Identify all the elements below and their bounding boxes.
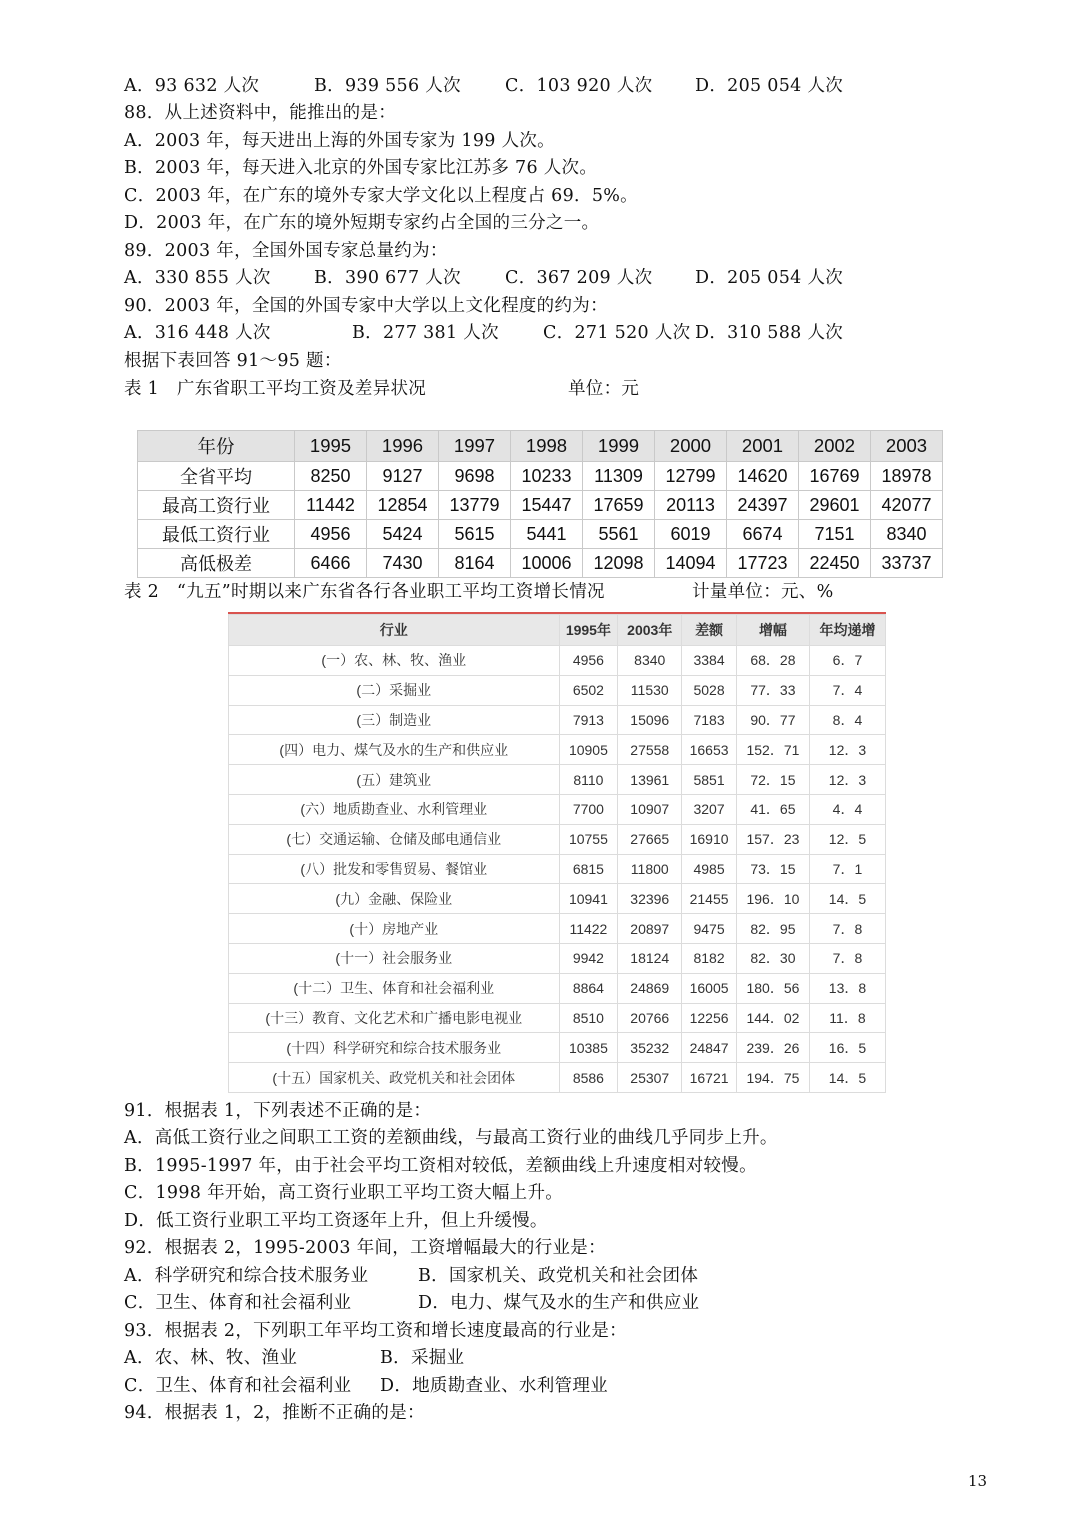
- table2-cell: 7700: [559, 794, 618, 824]
- table2-industry: (一）农、林、牧、渔业: [229, 646, 560, 676]
- table2-cell: 7．1: [809, 854, 885, 884]
- table2-cell: 6．7: [809, 646, 885, 676]
- table1: [137, 430, 943, 578]
- table2-row: [229, 854, 886, 884]
- table2-cell: 15096: [618, 705, 682, 735]
- q87-option-c: C．103 920 人次: [505, 76, 653, 96]
- table2-cell: 7913: [559, 705, 618, 735]
- table1-cell: 10233: [511, 462, 583, 491]
- table1-cell: 33737: [871, 549, 943, 578]
- table2-unit: 计量单位：元、%: [692, 582, 834, 602]
- table2-industry: (七）交通运输、仓储及邮电通信业: [229, 824, 560, 854]
- table2-cell: 10755: [559, 824, 618, 854]
- table1-cell: 11442: [295, 491, 367, 520]
- table1-cell: 5441: [511, 520, 583, 549]
- table1-cell: 16769: [799, 462, 871, 491]
- table1-year: 2000: [655, 431, 727, 462]
- table2-row: [229, 735, 886, 765]
- table2-cell: 82．30: [736, 943, 809, 973]
- table1-header-row: [138, 431, 943, 462]
- q90-option-c: C．271 520 人次: [543, 323, 691, 343]
- table2-cell: 8．4: [809, 705, 885, 735]
- q88-option-a: A．2003 年，每天进出上海的外国专家为 199 人次。: [124, 131, 555, 151]
- table2-cell: 11530: [618, 675, 682, 705]
- table1-cell: 8340: [871, 520, 943, 549]
- q92-option-b: B．国家机关、政党机关和社会团体: [418, 1266, 699, 1286]
- table1-row: [138, 520, 943, 549]
- table1-cell: 14094: [655, 549, 727, 578]
- table2-cell: 7．4: [809, 675, 885, 705]
- table2-row: [229, 705, 886, 735]
- table2-cell: 21455: [682, 884, 737, 914]
- table1-row: [138, 462, 943, 491]
- q90-option-b: B．277 381 人次: [352, 323, 499, 343]
- table2-cell: 24847: [682, 1033, 737, 1063]
- q90-stem: 90．2003 年，全国的外国专家中大学以上文化程度的约为：: [124, 296, 608, 316]
- table2-cell: 16653: [682, 735, 737, 765]
- q93-stem: 93．根据表 2，下列职工年平均工资和增长速度最高的行业是：: [124, 1321, 627, 1341]
- table2-industry: (九）金融、保险业: [229, 884, 560, 914]
- table2-row: [229, 884, 886, 914]
- table2: [228, 614, 886, 1093]
- table2-cell: 32396: [618, 884, 682, 914]
- q88-option-b: B．2003 年，每天进入北京的外国专家比江苏多 76 人次。: [124, 158, 598, 178]
- table2-cell: 14．5: [809, 884, 885, 914]
- table2-row: [229, 1033, 886, 1063]
- table2-cell: 12256: [682, 1003, 737, 1033]
- table2-cell: 35232: [618, 1033, 682, 1063]
- table2-cell: 25307: [618, 1063, 682, 1093]
- table2-cell: 27558: [618, 735, 682, 765]
- table2-cell: 180．56: [736, 973, 809, 1003]
- table1-row-label: 最高工资行业: [138, 491, 295, 520]
- table1-cell: 5424: [367, 520, 439, 549]
- table1-cell: 8164: [439, 549, 511, 578]
- table1-year: 2003: [871, 431, 943, 462]
- table2-cell: 20897: [618, 914, 682, 944]
- table2-cell: 8864: [559, 973, 618, 1003]
- table2-cell: 5028: [682, 675, 737, 705]
- table2-industry: (六）地质勘查业、水利管理业: [229, 794, 560, 824]
- table1-cell: 5561: [583, 520, 655, 549]
- q93-option-c: C．卫生、体育和社会福利业: [124, 1376, 352, 1396]
- table1-cell: 42077: [871, 491, 943, 520]
- table2-industry: (十五）国家机关、政党机关和社会团体: [229, 1063, 560, 1093]
- table1-cell: 17659: [583, 491, 655, 520]
- table1-row-label: 高低极差: [138, 549, 295, 578]
- table2-cell: 16721: [682, 1063, 737, 1093]
- q88-option-d: D．2003 年，在广东的境外短期专家约占全国的三分之一。: [124, 213, 600, 233]
- q88-stem: 88．从上述资料中，能推出的是：: [124, 103, 397, 123]
- table1-cell: 6019: [655, 520, 727, 549]
- table1-cell: 11309: [583, 462, 655, 491]
- table2-cell: 144．02: [736, 1003, 809, 1033]
- table2-header: 增幅: [736, 615, 809, 646]
- table2-header: 2003年: [618, 615, 682, 646]
- q90-option-a: A．316 448 人次: [124, 323, 271, 343]
- table1-cell: 12098: [583, 549, 655, 578]
- table1-year: 1999: [583, 431, 655, 462]
- q93-option-b: B．采掘业: [380, 1348, 465, 1368]
- q92-stem: 92．根据表 2，1995-2003 年间，工资增幅最大的行业是：: [124, 1238, 606, 1258]
- table2-row: [229, 973, 886, 1003]
- table1-cell: 14620: [727, 462, 799, 491]
- table2-cell: 8510: [559, 1003, 618, 1033]
- table2-cell: 4．4: [809, 794, 885, 824]
- table1-cell: 8250: [295, 462, 367, 491]
- q89-option-d: D．205 054 人次: [695, 268, 844, 288]
- table2-cell: 157．23: [736, 824, 809, 854]
- table2-cell: 9942: [559, 943, 618, 973]
- table2-cell: 152．71: [736, 735, 809, 765]
- table2-cell: 18124: [618, 943, 682, 973]
- table2-cell: 7183: [682, 705, 737, 735]
- table2-cell: 72．15: [736, 765, 809, 795]
- table1-cell: 20113: [655, 491, 727, 520]
- table1-cell: 9127: [367, 462, 439, 491]
- table2-cell: 7．8: [809, 943, 885, 973]
- intro-text: 根据下表回答 91～95 题：: [124, 351, 342, 371]
- table2-frame: [228, 612, 886, 1093]
- table2-cell: 82．95: [736, 914, 809, 944]
- q92-option-a: A．科学研究和综合技术服务业: [124, 1266, 369, 1286]
- q92-option-c: C．卫生、体育和社会福利业: [124, 1293, 352, 1313]
- table2-cell: 4985: [682, 854, 737, 884]
- table2-cell: 73．15: [736, 854, 809, 884]
- q87-option-a: A．93 632 人次: [124, 76, 260, 96]
- table2-row: [229, 914, 886, 944]
- table2-header-row: [229, 615, 886, 646]
- table2-cell: 77．33: [736, 675, 809, 705]
- table2-industry: (十一）社会服务业: [229, 943, 560, 973]
- table1-cell: 7430: [367, 549, 439, 578]
- table2-cell: 16910: [682, 824, 737, 854]
- table2-cell: 6502: [559, 675, 618, 705]
- table2-cell: 90．77: [736, 705, 809, 735]
- table2-cell: 11422: [559, 914, 618, 944]
- q91-option-b: B．1995-1997 年，由于社会平均工资相对较低，差额曲线上升速度相对较慢。: [124, 1156, 757, 1176]
- table1-row: [138, 549, 943, 578]
- table2-cell: 16005: [682, 973, 737, 1003]
- table1-year: 2002: [799, 431, 871, 462]
- table1-unit: 单位：元: [568, 379, 640, 399]
- table2-cell: 14．5: [809, 1063, 885, 1093]
- page-number: 13: [968, 1472, 988, 1490]
- table2-row: [229, 646, 886, 676]
- q89-option-a: A．330 855 人次: [124, 268, 271, 288]
- table2-row: [229, 943, 886, 973]
- table1-row-label: 全省平均: [138, 462, 295, 491]
- table1-year: 2001: [727, 431, 799, 462]
- table1-cell: 29601: [799, 491, 871, 520]
- table2-industry: (三）制造业: [229, 705, 560, 735]
- table1-cell: 6466: [295, 549, 367, 578]
- table1-cell: 24397: [727, 491, 799, 520]
- table2-cell: 11．8: [809, 1003, 885, 1033]
- table1-caption: 表 1 广东省职工平均工资及差异状况: [124, 379, 427, 399]
- q92-option-d: D．电力、煤气及水的生产和供应业: [418, 1293, 700, 1313]
- table2-cell: 10385: [559, 1033, 618, 1063]
- table2-cell: 13．8: [809, 973, 885, 1003]
- table2-cell: 68．28: [736, 646, 809, 676]
- q87-option-d: D．205 054 人次: [695, 76, 844, 96]
- table1-cell: 15447: [511, 491, 583, 520]
- q89-option-c: C．367 209 人次: [505, 268, 653, 288]
- q89-stem: 89．2003 年，全国外国专家总量约为：: [124, 241, 448, 261]
- table1-cell: 18978: [871, 462, 943, 491]
- table1-cell: 17723: [727, 549, 799, 578]
- table2-cell: 20766: [618, 1003, 682, 1033]
- table2-cell: 196．10: [736, 884, 809, 914]
- q87-option-b: B．939 556 人次: [314, 76, 461, 96]
- table1-cell: 7151: [799, 520, 871, 549]
- table2-cell: 4956: [559, 646, 618, 676]
- table2-cell: 24869: [618, 973, 682, 1003]
- table2-cell: 10907: [618, 794, 682, 824]
- table1-cell: 12854: [367, 491, 439, 520]
- q91-stem: 91．根据表 1，下列表述不正确的是：: [124, 1101, 432, 1121]
- q90-option-d: D．310 588 人次: [695, 323, 844, 343]
- table2-industry: (十三）教育、文化艺术和广播电影电视业: [229, 1003, 560, 1033]
- table2-cell: 6815: [559, 854, 618, 884]
- table2-cell: 8182: [682, 943, 737, 973]
- table1-cell: 12799: [655, 462, 727, 491]
- table2-cell: 9475: [682, 914, 737, 944]
- q91-option-a: A．高低工资行业之间职工工资的差额曲线，与最高工资行业的曲线几乎同步上升。: [124, 1128, 778, 1148]
- table2-header: 差额: [682, 615, 737, 646]
- table2-cell: 5851: [682, 765, 737, 795]
- table2-header: 行业: [229, 615, 560, 646]
- table1-cell: 6674: [727, 520, 799, 549]
- table2-cell: 8340: [618, 646, 682, 676]
- table2-row: [229, 1003, 886, 1033]
- table2-cell: 10905: [559, 735, 618, 765]
- table2-cell: 13961: [618, 765, 682, 795]
- table2-industry: (十四）科学研究和综合技术服务业: [229, 1033, 560, 1063]
- table2-cell: 194．75: [736, 1063, 809, 1093]
- table2-row: [229, 824, 886, 854]
- table2-industry: (八）批发和零售贸易、餐馆业: [229, 854, 560, 884]
- table1-year: 1996: [367, 431, 439, 462]
- table2-industry: (五）建筑业: [229, 765, 560, 795]
- table2-header: 1995年: [559, 615, 618, 646]
- table2-cell: 7．8: [809, 914, 885, 944]
- table1-year: 1998: [511, 431, 583, 462]
- table1-cell: 10006: [511, 549, 583, 578]
- table2-row: [229, 765, 886, 795]
- table1-cell: 5615: [439, 520, 511, 549]
- table2-cell: 239．26: [736, 1033, 809, 1063]
- q89-option-b: B．390 677 人次: [314, 268, 461, 288]
- q91-option-c: C．1998 年开始，高工资行业职工平均工资大幅上升。: [124, 1183, 564, 1203]
- table2-header: 年均递增: [809, 615, 885, 646]
- table2-cell: 16．5: [809, 1033, 885, 1063]
- table2-cell: 10941: [559, 884, 618, 914]
- table2-industry: (二）采掘业: [229, 675, 560, 705]
- table2-industry: (十）房地产业: [229, 914, 560, 944]
- table1-cell: 9698: [439, 462, 511, 491]
- table2-cell: 41．65: [736, 794, 809, 824]
- q93-option-a: A．农、林、牧、渔业: [124, 1348, 298, 1368]
- table1-year: 1995: [295, 431, 367, 462]
- table1-year: 1997: [439, 431, 511, 462]
- table2-industry: (四）电力、煤气及水的生产和供应业: [229, 735, 560, 765]
- table2-cell: 27665: [618, 824, 682, 854]
- q94-stem: 94．根据表 1，2，推断不正确的是：: [124, 1403, 425, 1423]
- table1-row-label: 最低工资行业: [138, 520, 295, 549]
- table1-header-label: 年份: [138, 431, 295, 462]
- table2-row: [229, 675, 886, 705]
- table2-cell: 12．5: [809, 824, 885, 854]
- table2-row: [229, 794, 886, 824]
- table1-cell: 22450: [799, 549, 871, 578]
- table1-cell: 13779: [439, 491, 511, 520]
- table2-row: [229, 1063, 886, 1093]
- table2-cell: 8586: [559, 1063, 618, 1093]
- table2-cell: 3207: [682, 794, 737, 824]
- table2-cell: 11800: [618, 854, 682, 884]
- table2-caption: 表 2 “九五”时期以来广东省各行各业职工平均工资增长情况: [124, 582, 605, 602]
- table2-cell: 8110: [559, 765, 618, 795]
- table1-row: [138, 491, 943, 520]
- table2-cell: 12．3: [809, 765, 885, 795]
- q93-option-d: D．地质勘查业、水利管理业: [380, 1376, 608, 1396]
- table2-industry: (十二）卫生、体育和社会福利业: [229, 973, 560, 1003]
- table1-cell: 4956: [295, 520, 367, 549]
- q91-option-d: D．低工资行业职工平均工资逐年上升，但上升缓慢。: [124, 1211, 548, 1231]
- table2-cell: 3384: [682, 646, 737, 676]
- table2-cell: 12．3: [809, 735, 885, 765]
- q88-option-c: C．2003 年，在广东的境外专家大学文化以上程度占 69．5%。: [124, 186, 638, 206]
